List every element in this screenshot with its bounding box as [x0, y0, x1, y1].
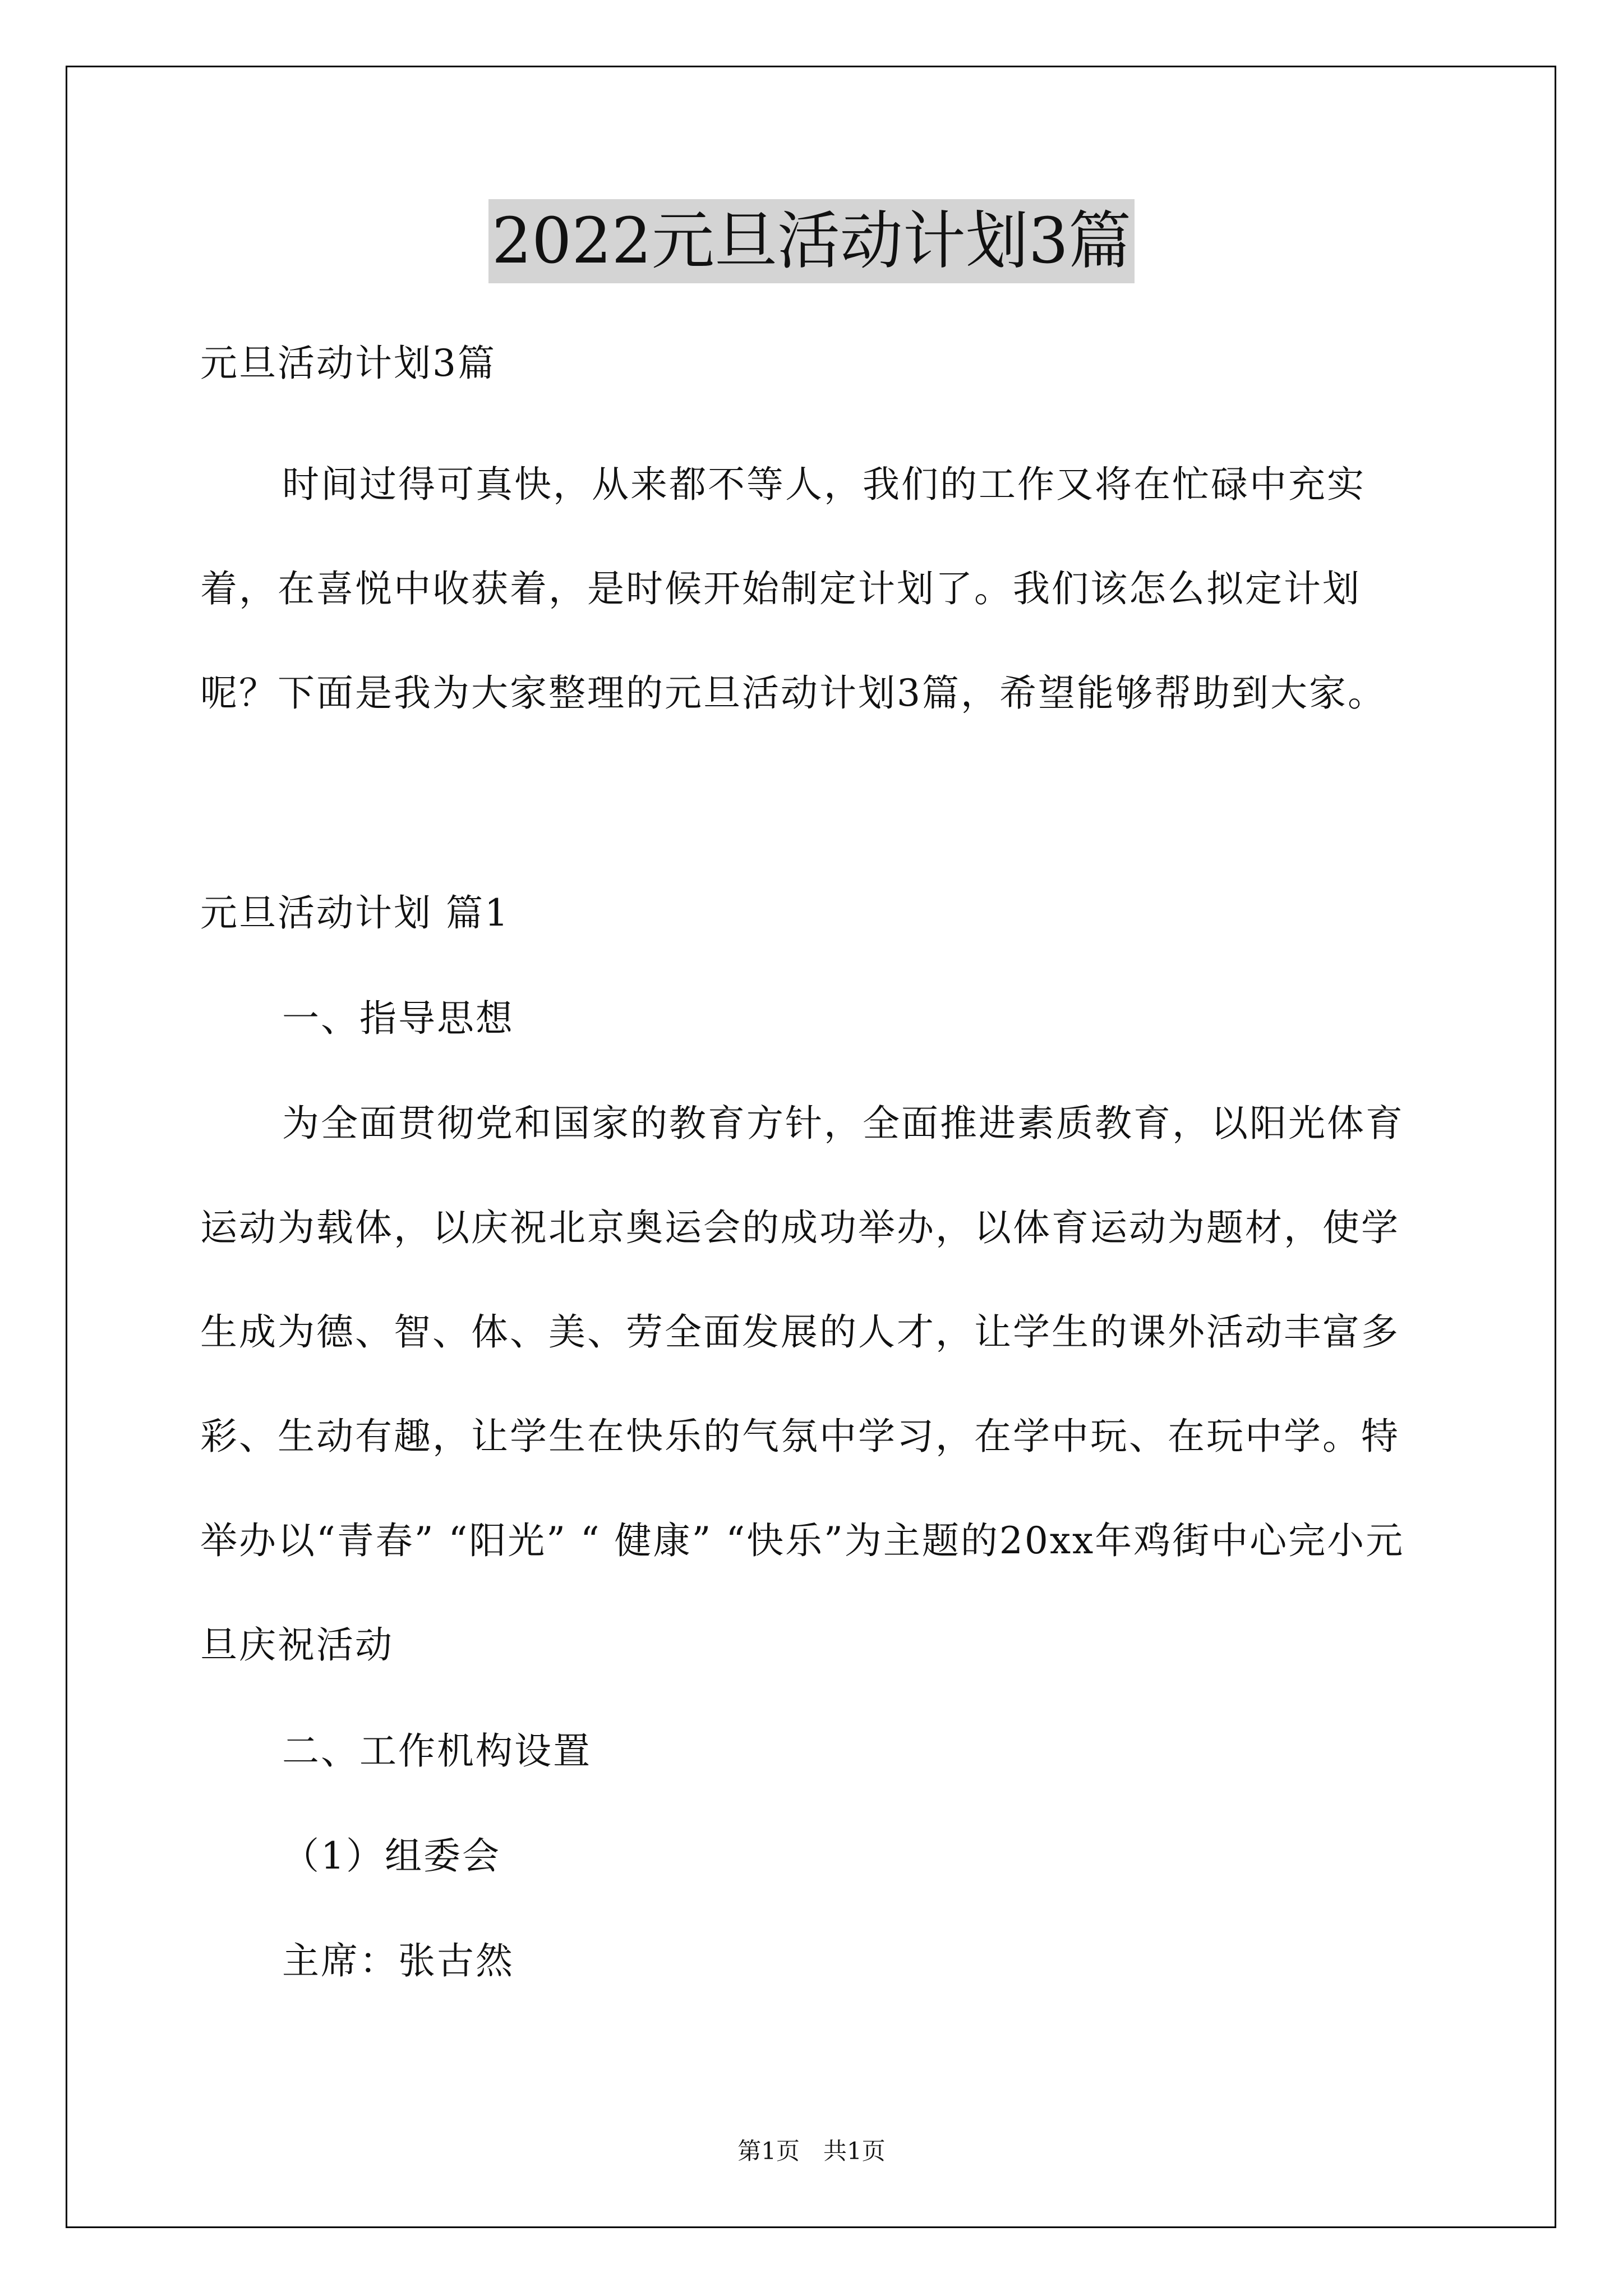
- intro-paragraph: 时间过得可真快，从来都不等人，我们的工作又将在忙碌中充实着，在喜悦中收获着，是时候开始制定计划了。我们该怎么拟定计划呢？下面是我为大家整理的元旦活动计划3篇，希望能够帮助到大家。: [200, 463, 1386, 715]
- section-title: 元旦活动计划 篇1: [200, 891, 510, 935]
- paragraph-guiding-ideology: 为全面贯彻党和国家的教育方针，全面推进素质教育，以阳光体育运动为载体，以庆祝北京奥运会的成功举办，以体育运动为题材，使学生成为德、智、体、美、劳全面发展的人才，让学生的课外活动丰富多彩、生动有趣，让学生在快乐的气氛中学习，在学中玩、在玩中学。特举办以“青春” “阳光” “ 健康” “快乐”为主题的20xx年鸡街中心完小元旦庆祝活动: [200, 1102, 1405, 1667]
- list-item-committee: （1）组委会: [282, 1834, 501, 1878]
- document-title: [0, 199, 1623, 283]
- document-title-text: 2022元旦活动计划3篇: [488, 199, 1135, 283]
- document-subtitle: 元旦活动计划3篇: [200, 342, 496, 385]
- heading-guiding-ideology: 一、指导思想: [282, 997, 514, 1040]
- page-footer: 第1页 共1页: [737, 2137, 886, 2165]
- list-item-chairman: 主席：张古然: [282, 1939, 514, 1982]
- heading-organization: 二、工作机构设置: [282, 1729, 592, 1773]
